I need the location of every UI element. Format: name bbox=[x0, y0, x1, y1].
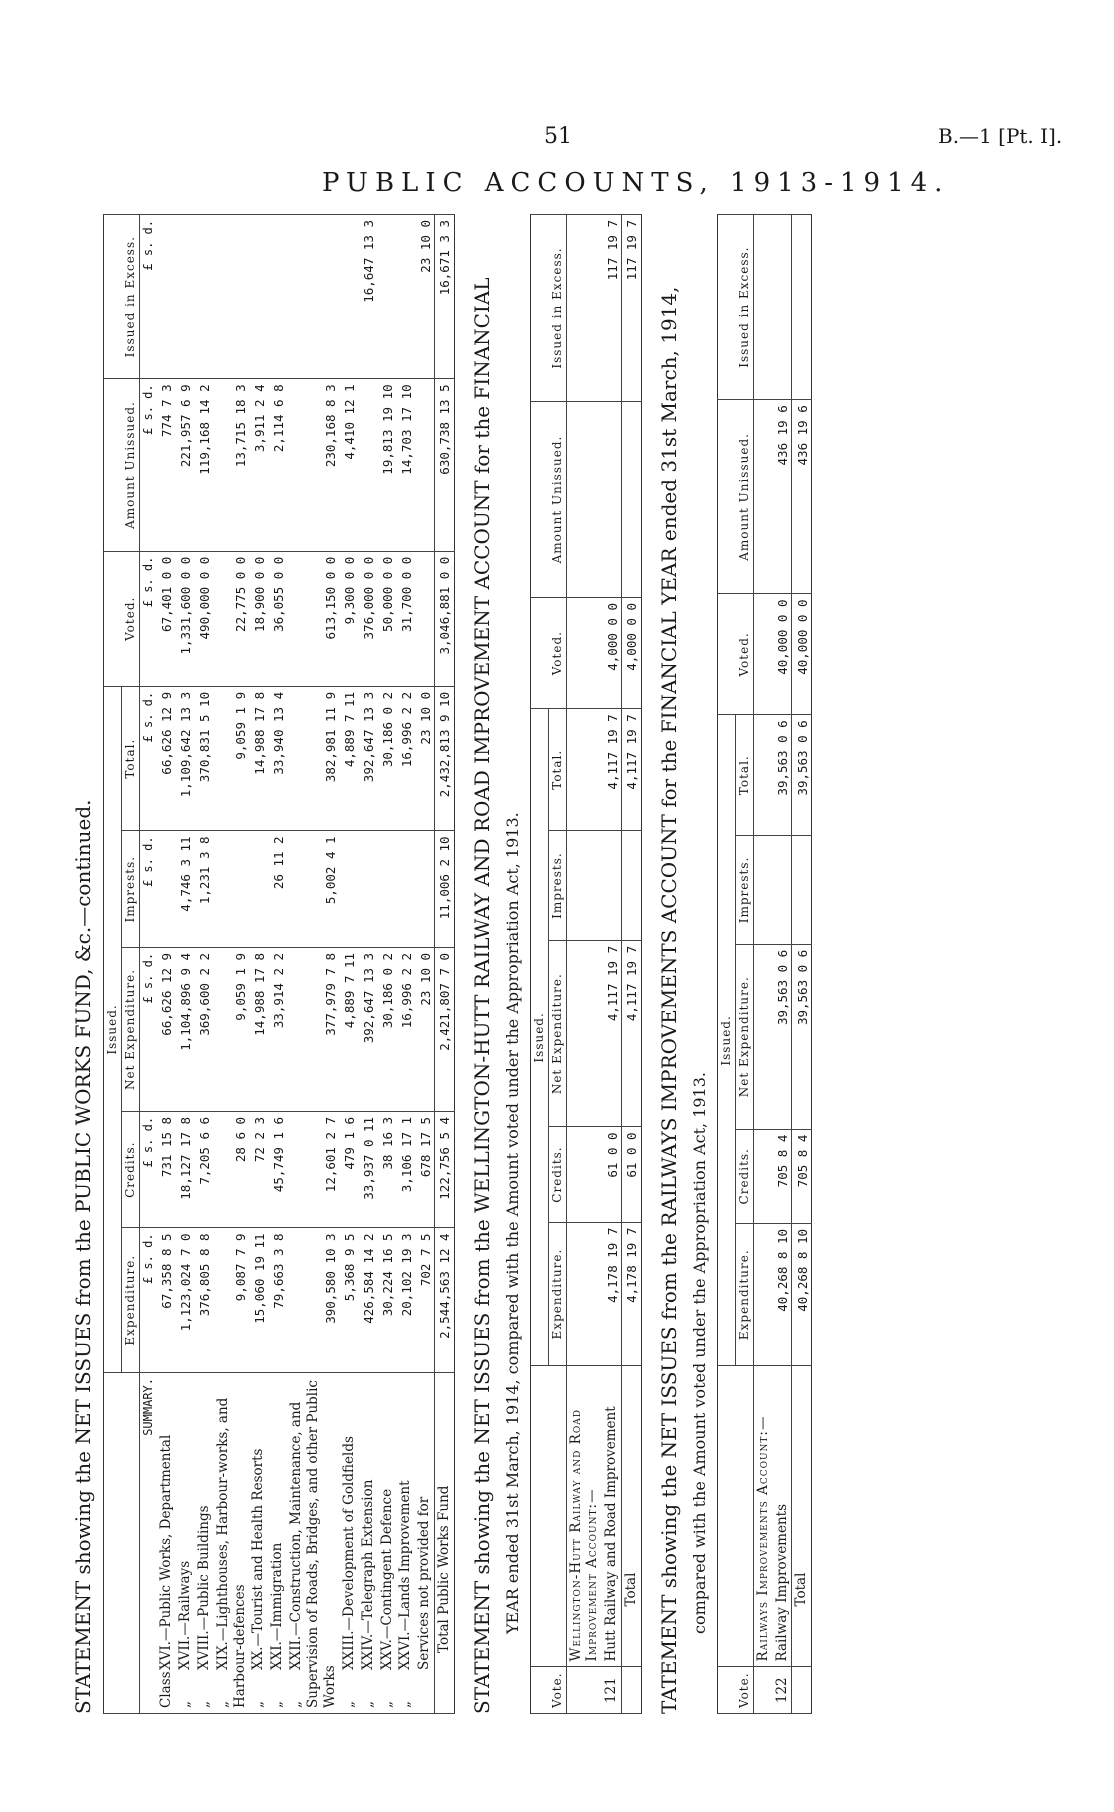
rotated-statements bbox=[70, 214, 1030, 1714]
total-imp-cell bbox=[622, 831, 642, 941]
document-reference: B.—1 [Pt. I]. bbox=[938, 124, 1063, 148]
exp-cell: 40,268 8 10 bbox=[773, 1223, 792, 1366]
table-row bbox=[287, 215, 340, 1714]
table-row bbox=[396, 215, 415, 1714]
total-row bbox=[622, 215, 642, 1714]
total-label: Total bbox=[792, 1366, 812, 1667]
imp-cell bbox=[214, 831, 250, 948]
total-cell: 30,186 0 2 bbox=[378, 686, 397, 831]
exp-cell: 9,087 7 9 bbox=[214, 1228, 250, 1373]
table-row bbox=[602, 215, 621, 1714]
exp-cell: 376,805 8 8 bbox=[195, 1228, 214, 1373]
row-label bbox=[249, 1373, 268, 1714]
unissued-cell: 230,168 8 3 bbox=[287, 379, 340, 551]
units-cell: £ s. d. bbox=[140, 551, 158, 686]
section-title: Wellington-Hutt Railway and Road Improvement Account:— bbox=[566, 1366, 602, 1667]
section-row bbox=[753, 215, 772, 1714]
excess-cell: 16,647 13 3 bbox=[359, 215, 378, 379]
unissued-cell: 119,168 14 2 bbox=[195, 379, 214, 551]
table-row bbox=[415, 215, 434, 1714]
row-label-text: XXIII.—Development of Goldfields bbox=[340, 1436, 357, 1670]
row-label-text: XVII.—Railways bbox=[176, 1560, 193, 1670]
imprests-header: Imprests. bbox=[548, 831, 566, 941]
cred-cell: 28 6 0 bbox=[214, 1111, 250, 1228]
cred-cell: 7,205 6 6 bbox=[195, 1111, 214, 1228]
exp-cell: 1,123,024 7 0 bbox=[176, 1228, 195, 1373]
row-label bbox=[415, 1373, 434, 1714]
statement3-subheading: compared with the Amount voted under the Appropriation Act, 1913. bbox=[690, 1072, 710, 1634]
imp-cell: 5,002 4 1 bbox=[287, 831, 340, 948]
voted-header: Voted. bbox=[104, 551, 140, 686]
row-label bbox=[157, 1373, 176, 1714]
voted-header: Voted. bbox=[530, 598, 566, 709]
row-label-text: XXIV.—Telegraph Extension bbox=[359, 1479, 376, 1670]
statement1-heading: STATEMENT showing the NET ISSUES from the PUBLIC WORKS FUND, &c.—continued. bbox=[71, 799, 95, 1714]
units-cell: £ s. d. bbox=[140, 379, 158, 551]
issued-header: Issued. bbox=[530, 709, 548, 1366]
vote-number: 122 bbox=[773, 1667, 792, 1714]
row-label bbox=[602, 1366, 621, 1667]
cred-cell: 12,601 2 7 bbox=[287, 1111, 340, 1228]
total-header: Total. bbox=[122, 686, 140, 831]
voted-cell: 376,000 0 0 bbox=[359, 551, 378, 686]
row-label-text: XXI.—Immigration bbox=[269, 1542, 286, 1670]
total-cred-cell: 705 8 4 bbox=[792, 1129, 812, 1223]
net-cell: 66,626 12 9 bbox=[157, 947, 176, 1111]
voted-cell: 613,150 0 0 bbox=[287, 551, 340, 686]
voted-cell: 1,331,600 0 0 bbox=[176, 551, 195, 686]
imp-cell bbox=[157, 831, 176, 948]
statement2-subheading: YEAR ended 31st March, 1914, compared with the Amount voted under the Appropriation Act, 1913. bbox=[503, 812, 522, 1634]
unissued-cell: 221,957 6 9 bbox=[176, 379, 195, 551]
class-prefix: „ bbox=[250, 1701, 267, 1708]
total-cell: 392,647 13 3 bbox=[359, 686, 378, 831]
voted-cell: 490,000 0 0 bbox=[195, 551, 214, 686]
row-label bbox=[340, 1373, 359, 1714]
vote-header: Vote. bbox=[530, 1667, 566, 1714]
excess-header: Issued in Excess. bbox=[104, 215, 140, 379]
imp-cell bbox=[773, 836, 792, 945]
imp-cell bbox=[415, 831, 434, 948]
unissued-cell bbox=[359, 379, 378, 551]
class-prefix: „ bbox=[288, 1701, 305, 1708]
total-total-cell: 39,563 0 6 bbox=[792, 715, 812, 836]
label-column-header bbox=[530, 1366, 566, 1667]
excess-cell bbox=[268, 215, 287, 379]
excess-cell bbox=[214, 215, 250, 379]
units-row bbox=[140, 215, 158, 1714]
voted-cell: 36,055 0 0 bbox=[268, 551, 287, 686]
net-cell: 33,914 2 2 bbox=[268, 947, 287, 1111]
statement3-heading: TATEMENT showing the NET ISSUES from the RAILWAYS IMPROVEMENTS ACCOUNT for the FINANCIAL YEAR ended 31st March, 1914, bbox=[657, 286, 682, 1714]
exp-cell: 20,102 19 3 bbox=[396, 1228, 415, 1373]
total-excess-cell: 117 19 7 bbox=[622, 215, 642, 402]
row-label bbox=[396, 1373, 415, 1714]
total-cell: 1,109,642 13 3 bbox=[176, 686, 195, 831]
unissued-cell: 19,813 19 10 bbox=[378, 379, 397, 551]
cred-cell: 33,937 0 11 bbox=[359, 1111, 378, 1228]
cred-cell: 731 15 8 bbox=[157, 1111, 176, 1228]
vote-number bbox=[622, 1667, 642, 1714]
excess-cell bbox=[195, 215, 214, 379]
total-cell: 4,889 7 11 bbox=[340, 686, 359, 831]
exp-cell: 79,663 3 8 bbox=[268, 1228, 287, 1373]
unissued-cell bbox=[415, 379, 434, 551]
exp-cell: 67,358 8 5 bbox=[157, 1228, 176, 1373]
expenditure-header: Expenditure. bbox=[735, 1223, 753, 1366]
class-prefix: „ bbox=[176, 1701, 193, 1708]
voted-cell: 31,700 0 0 bbox=[396, 551, 415, 686]
units-cell: £ s. d. bbox=[140, 215, 158, 379]
total-total-cell: 4,117 19 7 bbox=[622, 709, 642, 831]
class-prefix: „ bbox=[397, 1701, 414, 1708]
net-cell: 14,988 17 8 bbox=[249, 947, 268, 1111]
exp-cell: 426,584 14 2 bbox=[359, 1228, 378, 1373]
row-label-text: XXV.—Contingent Defence bbox=[378, 1488, 395, 1670]
total-voted-cell: 3,046,881 0 0 bbox=[435, 551, 455, 686]
unissued-header: Amount Unissued. bbox=[104, 379, 140, 551]
total-cell: 14,988 17 8 bbox=[249, 686, 268, 831]
net-cell: 23 10 0 bbox=[415, 947, 434, 1111]
table-row bbox=[176, 215, 195, 1714]
row-label-text: XVI.—Public Works, Departmental bbox=[158, 1434, 174, 1670]
statement1-body bbox=[140, 215, 455, 1714]
row-label-text: Hutt Railway and Road Improvement bbox=[603, 1406, 620, 1662]
summary-label: SUMMARY. bbox=[140, 1373, 158, 1714]
excess-header: Issued in Excess. bbox=[530, 215, 566, 402]
voted-cell: 50,000 0 0 bbox=[378, 551, 397, 686]
voted-cell bbox=[415, 551, 434, 686]
excess-cell bbox=[287, 215, 340, 379]
voted-cell: 9,300 0 0 bbox=[340, 551, 359, 686]
statement1-table bbox=[103, 214, 455, 1714]
vote-number bbox=[792, 1667, 812, 1714]
net-cell: 9,059 1 9 bbox=[214, 947, 250, 1111]
credits-header: Credits. bbox=[735, 1129, 753, 1223]
table-row bbox=[359, 215, 378, 1714]
table-row bbox=[340, 215, 359, 1714]
cred-cell: 38 16 3 bbox=[378, 1111, 397, 1228]
unissued-cell bbox=[602, 402, 621, 598]
total-voted-cell: 40,000 0 0 bbox=[792, 594, 812, 715]
exp-cell: 15,060 19 11 bbox=[249, 1228, 268, 1373]
voted-cell: 18,900 0 0 bbox=[249, 551, 268, 686]
net-expenditure-header: Net Expenditure. bbox=[548, 940, 566, 1127]
units-cell: £ s. d. bbox=[140, 1111, 158, 1228]
unissued-cell: 774 7 3 bbox=[157, 379, 176, 551]
voted-cell: 40,000 0 0 bbox=[773, 594, 792, 715]
excess-cell: 23 10 0 bbox=[415, 215, 434, 379]
voted-cell: 22,775 0 0 bbox=[214, 551, 250, 686]
excess-cell bbox=[176, 215, 195, 379]
page-number: 51 bbox=[544, 124, 572, 149]
row-label bbox=[214, 1373, 250, 1714]
row-label-text: XVIII.—Public Buildings bbox=[195, 1505, 212, 1670]
net-cell: 16,996 2 2 bbox=[396, 947, 415, 1111]
excess-cell bbox=[157, 215, 176, 379]
credits-header: Credits. bbox=[122, 1111, 140, 1228]
statement3-body bbox=[753, 215, 812, 1714]
total-row bbox=[435, 215, 455, 1714]
total-excess-cell: 16,671 3 3 bbox=[435, 215, 455, 379]
total-net-cell: 39,563 0 6 bbox=[792, 944, 812, 1129]
total-unissued-cell bbox=[622, 402, 642, 598]
vote-header: Vote. bbox=[717, 1667, 753, 1714]
exp-cell: 4,178 19 7 bbox=[602, 1222, 621, 1366]
statement2-heading: STATEMENT showing the NET ISSUES from the WELLINGTON-HUTT RAILWAY AND ROAD IMPROVEMENT ACCOUNT for the FINANCIAL bbox=[470, 277, 494, 1714]
total-cell: 9,059 1 9 bbox=[214, 686, 250, 831]
issued-header: Issued. bbox=[717, 715, 735, 1366]
class-prefix: „ bbox=[359, 1701, 376, 1708]
label-column-header bbox=[717, 1366, 753, 1667]
table-row bbox=[773, 215, 792, 1714]
table-row bbox=[268, 215, 287, 1714]
table-row bbox=[214, 215, 250, 1714]
row-label-text: Services not provided for bbox=[416, 1496, 433, 1670]
excess-header: Issued in Excess. bbox=[717, 215, 753, 400]
cred-cell: 61 0 0 bbox=[602, 1127, 621, 1222]
total-cred-cell: 61 0 0 bbox=[622, 1127, 642, 1222]
expenditure-header: Expenditure. bbox=[548, 1222, 566, 1366]
net-expenditure-header: Net Expenditure. bbox=[735, 944, 753, 1129]
label-column-header bbox=[104, 1373, 140, 1714]
net-cell: 39,563 0 6 bbox=[773, 944, 792, 1129]
total-label: Total bbox=[622, 1366, 642, 1667]
expenditure-header: Expenditure. bbox=[122, 1228, 140, 1373]
class-prefix: „ bbox=[214, 1701, 231, 1708]
excess-cell bbox=[396, 215, 415, 379]
issued-header: Issued. bbox=[104, 686, 122, 1372]
total-header: Total. bbox=[735, 715, 753, 836]
unissued-cell: 4,410 12 1 bbox=[340, 379, 359, 551]
section-row bbox=[566, 215, 602, 1714]
units-cell: £ s. d. bbox=[140, 831, 158, 948]
total-cred-cell: 122,756 5 4 bbox=[435, 1111, 455, 1228]
imp-cell bbox=[602, 831, 621, 941]
total-excess-cell bbox=[792, 215, 812, 400]
exp-cell: 30,224 16 5 bbox=[378, 1228, 397, 1373]
total-cell: 66,626 12 9 bbox=[157, 686, 176, 831]
vote-number: 121 bbox=[602, 1667, 621, 1714]
excess-cell bbox=[340, 215, 359, 379]
total-cell: 23 10 0 bbox=[415, 686, 434, 831]
excess-cell: 117 19 7 bbox=[602, 215, 621, 402]
total-imp-cell: 11,006 2 10 bbox=[435, 831, 455, 948]
table-row bbox=[249, 215, 268, 1714]
total-header: Total. bbox=[548, 709, 566, 831]
table-row bbox=[378, 215, 397, 1714]
voted-cell: 4,000 0 0 bbox=[602, 598, 621, 709]
row-label bbox=[773, 1366, 792, 1667]
row-label bbox=[359, 1373, 378, 1714]
cred-cell: 45,749 1 6 bbox=[268, 1111, 287, 1228]
class-prefix: „ bbox=[340, 1701, 357, 1708]
excess-cell bbox=[773, 215, 792, 400]
total-net-cell: 2,421,807 7 0 bbox=[435, 947, 455, 1111]
unissued-header: Amount Unissued. bbox=[717, 400, 753, 594]
table-row bbox=[195, 215, 214, 1714]
statement2-table bbox=[530, 214, 643, 1714]
table-row bbox=[157, 215, 176, 1714]
cred-cell: 705 8 4 bbox=[773, 1129, 792, 1223]
credits-header: Credits. bbox=[548, 1127, 566, 1222]
unissued-cell: 14,703 17 10 bbox=[396, 379, 415, 551]
section-title: Railways Improvements Account:— bbox=[753, 1366, 772, 1667]
total-voted-cell: 4,000 0 0 bbox=[622, 598, 642, 709]
exp-cell: 5,368 9 5 bbox=[340, 1228, 359, 1373]
row-label-text: XX.—Tourist and Health Resorts bbox=[250, 1448, 267, 1670]
total-exp-cell: 40,268 8 10 bbox=[792, 1223, 812, 1366]
total-cell: 39,563 0 6 bbox=[773, 715, 792, 836]
total-cell: 382,981 11 9 bbox=[287, 686, 340, 831]
row-label-text: XXVI.—Lands Improvement bbox=[397, 1480, 414, 1670]
cred-cell: 18,127 17 8 bbox=[176, 1111, 195, 1228]
row-label bbox=[176, 1373, 195, 1714]
total-cell: 33,940 13 4 bbox=[268, 686, 287, 831]
excess-cell bbox=[378, 215, 397, 379]
row-label bbox=[287, 1373, 340, 1714]
total-unissued-cell: 630,738 13 5 bbox=[435, 379, 455, 551]
imp-cell: 1,231 3 8 bbox=[195, 831, 214, 948]
net-cell: 1,104,896 9 4 bbox=[176, 947, 195, 1111]
voted-cell: 67,401 0 0 bbox=[157, 551, 176, 686]
exp-cell: 702 7 5 bbox=[415, 1228, 434, 1373]
units-cell: £ s. d. bbox=[140, 686, 158, 831]
net-cell: 4,117 19 7 bbox=[602, 940, 621, 1127]
row-label-text: XIX.—Lighthouses, Harbour-works, and Harbour-defences bbox=[214, 1397, 248, 1708]
cred-cell: 479 1 6 bbox=[340, 1111, 359, 1228]
class-prefix: „ bbox=[269, 1701, 286, 1708]
unissued-cell: 3,911 2 4 bbox=[249, 379, 268, 551]
row-label-text: Railway Improvements bbox=[773, 1503, 790, 1662]
row-label-text: XXII.—Construction, Maintenance, and Supervision of Roads, Bridges, and other Public Works bbox=[288, 1380, 338, 1708]
net-cell: 377,979 7 8 bbox=[287, 947, 340, 1111]
unissued-header: Amount Unissued. bbox=[530, 402, 566, 598]
total-imp-cell bbox=[792, 836, 812, 945]
class-prefix: „ bbox=[378, 1701, 395, 1708]
cred-cell: 3,106 17 1 bbox=[396, 1111, 415, 1228]
imp-cell: 4,746 3 11 bbox=[176, 831, 195, 948]
row-label bbox=[268, 1373, 287, 1714]
units-cell: £ s. d. bbox=[140, 947, 158, 1111]
imprests-header: Imprests. bbox=[735, 836, 753, 945]
unissued-cell: 436 19 6 bbox=[773, 400, 792, 594]
total-net-cell: 4,117 19 7 bbox=[622, 940, 642, 1127]
net-cell: 4,889 7 11 bbox=[340, 947, 359, 1111]
imp-cell bbox=[359, 831, 378, 948]
imp-cell bbox=[340, 831, 359, 948]
total-row bbox=[792, 215, 812, 1714]
imp-cell: 26 11 2 bbox=[268, 831, 287, 948]
cred-cell: 678 17 5 bbox=[415, 1111, 434, 1228]
class-prefix: Class bbox=[158, 1671, 174, 1708]
total-cell: 370,831 5 10 bbox=[195, 686, 214, 831]
row-label bbox=[195, 1373, 214, 1714]
imprests-header: Imprests. bbox=[122, 831, 140, 948]
class-prefix: „ bbox=[195, 1701, 212, 1708]
exp-cell: 390,580 10 3 bbox=[287, 1228, 340, 1373]
statement2-body bbox=[566, 215, 642, 1714]
total-total-cell: 2,432,813 9 10 bbox=[435, 686, 455, 831]
statement3-table bbox=[717, 214, 813, 1714]
net-cell: 30,186 0 2 bbox=[378, 947, 397, 1111]
row-label bbox=[378, 1373, 397, 1714]
net-cell: 369,600 2 2 bbox=[195, 947, 214, 1111]
cred-cell: 72 2 3 bbox=[249, 1111, 268, 1228]
imp-cell bbox=[396, 831, 415, 948]
net-cell: 392,647 13 3 bbox=[359, 947, 378, 1111]
total-exp-cell: 2,544,563 12 4 bbox=[435, 1228, 455, 1373]
total-cell: 4,117 19 7 bbox=[602, 709, 621, 831]
excess-cell bbox=[249, 215, 268, 379]
unissued-cell: 13,715 18 3 bbox=[214, 379, 250, 551]
imp-cell bbox=[249, 831, 268, 948]
total-cell: 16,996 2 2 bbox=[396, 686, 415, 831]
voted-header: Voted. bbox=[717, 594, 753, 715]
total-label: Total Public Works Fund bbox=[435, 1373, 455, 1714]
unissued-cell: 2,114 6 8 bbox=[268, 379, 287, 551]
total-unissued-cell: 436 19 6 bbox=[792, 400, 812, 594]
units-cell: £ s. d. bbox=[140, 1228, 158, 1373]
page-title: PUBLIC ACCOUNTS, 1913-1914. bbox=[322, 168, 950, 198]
imp-cell bbox=[378, 831, 397, 948]
total-exp-cell: 4,178 19 7 bbox=[622, 1222, 642, 1366]
net-expenditure-header: Net Expenditure. bbox=[122, 947, 140, 1111]
